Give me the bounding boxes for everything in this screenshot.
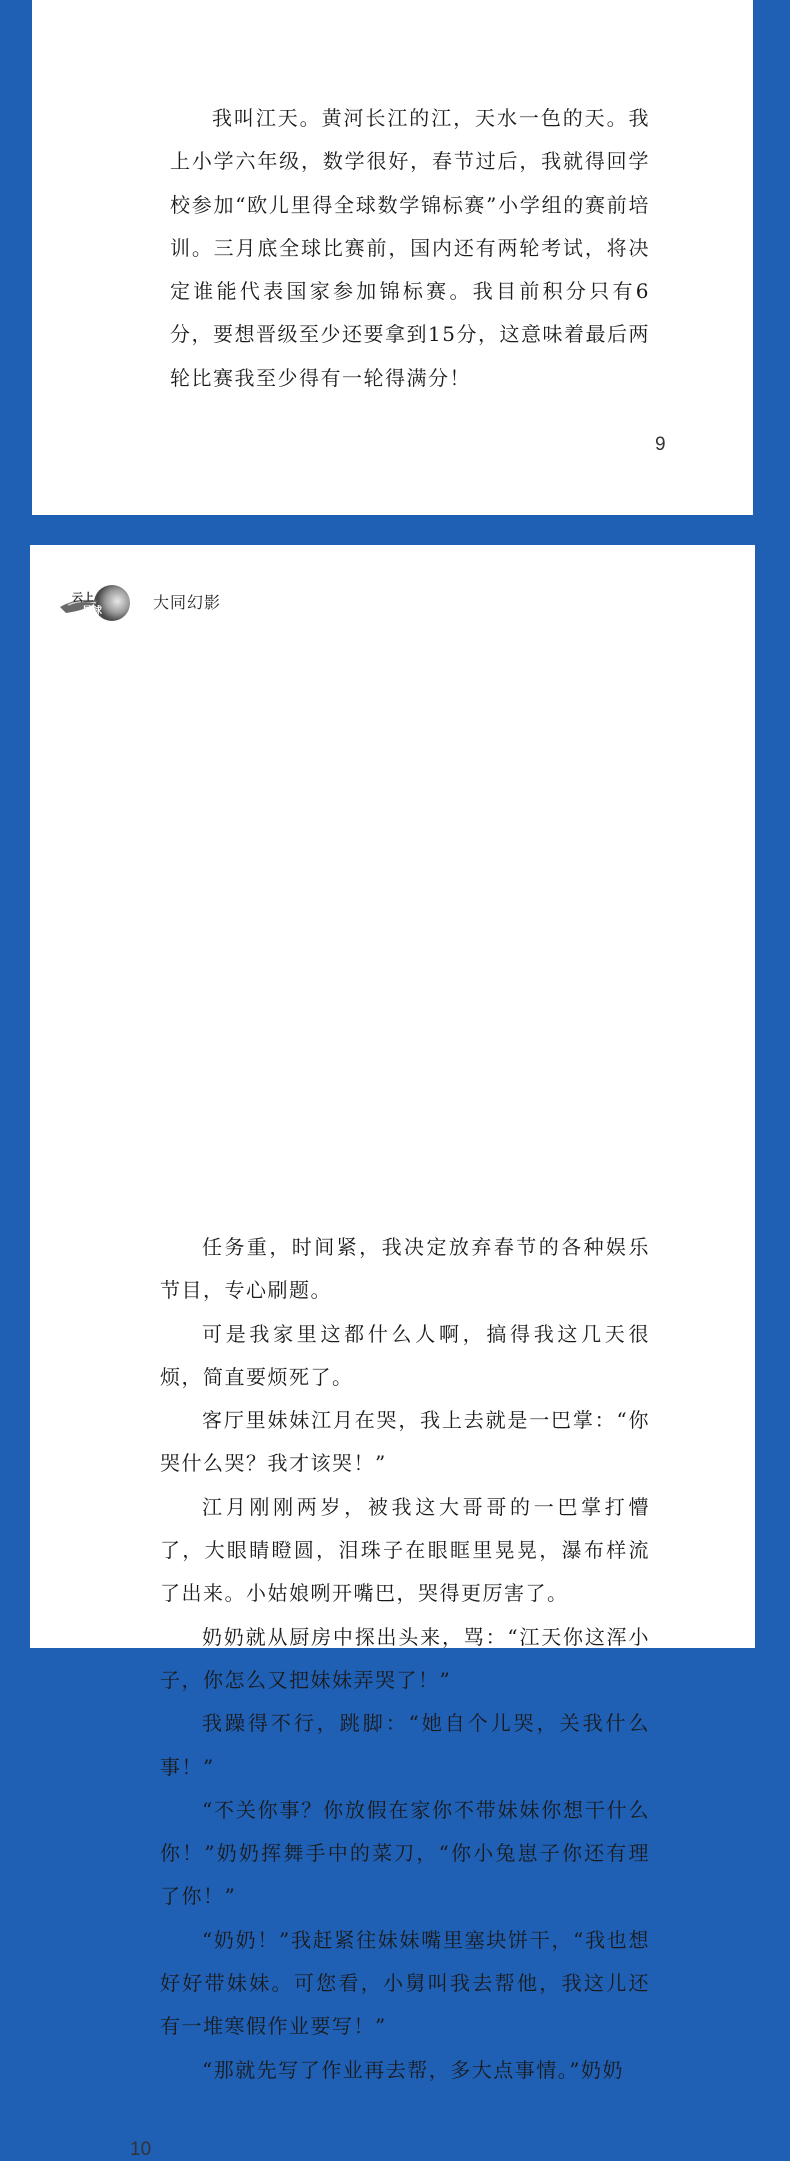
paragraph: 江月刚刚两岁，被我这大哥哥的一巴掌打懵了，大眼睛瞪圆，泪珠子在眼眶里晃晃，瀑布样流了出来。小姑娘咧开嘴巴，哭得更厉害了。 <box>160 1494 650 1606</box>
logo-text-top: 云上 <box>72 591 94 604</box>
page-number: 10 <box>130 2139 152 2160</box>
paragraph: “那就先写了作业再去帮，多大点事情。”奶奶 <box>202 2057 624 2082</box>
paragraph: 客厅里妹妹江月在哭，我上去就是一巴掌：“你哭什么哭？我才该哭！” <box>160 1408 650 1476</box>
paragraph: 奶奶就从厨房中探出头来，骂：“江天你这浑小子，你怎么又把妹妹弄哭了！” <box>160 1624 650 1692</box>
logo-text-bottom: 星球 <box>82 606 102 617</box>
book-page-10 <box>30 545 755 2160</box>
paragraph: “奶奶！”我赶紧往妹妹嘴里塞块饼干，“我也想好好带妹妹。可您看，小舅叫我去帮他，我这儿还有一堆寒假作业要写！” <box>160 1927 650 2039</box>
book-series-logo-icon <box>52 583 138 623</box>
page-10-body <box>160 1226 650 2092</box>
book-page-9 <box>32 0 753 515</box>
page-9-body <box>170 97 650 400</box>
paragraph: 任务重，时间紧，我决定放弃春节的各种娱乐节目，专心刷题。 <box>160 1235 650 1303</box>
page-number: 9 <box>655 434 666 455</box>
paragraph: 我躁得不行，跳脚：“她自个儿哭，关我什么事！” <box>160 1711 650 1779</box>
page-header-title: 大同幻影 <box>153 593 222 612</box>
paragraph: 可是我家里这都什么人啊，搞得我这几天很烦，简直要烦死了。 <box>160 1321 650 1389</box>
paragraph: “不关你事？你放假在家你不带妹妹你想干什么你！”奶奶挥舞手中的菜刀，“你小兔崽子你还有理了你！” <box>160 1797 650 1909</box>
paragraph: 我叫江天。黄河长江的江，天水一色的天。我上小学六年级，数学很好，春节过后，我就得回学校参加“欧儿里得全球数学锦标赛”小学组的赛前培训。三月底全球比赛前，国内还有两轮考试，将决定谁能代表国家参加锦标赛。我目前积分只有6分，要想晋级至少还要拿到15分，这意味着最后两轮比赛我至少得有一轮得满分！ <box>170 106 650 390</box>
